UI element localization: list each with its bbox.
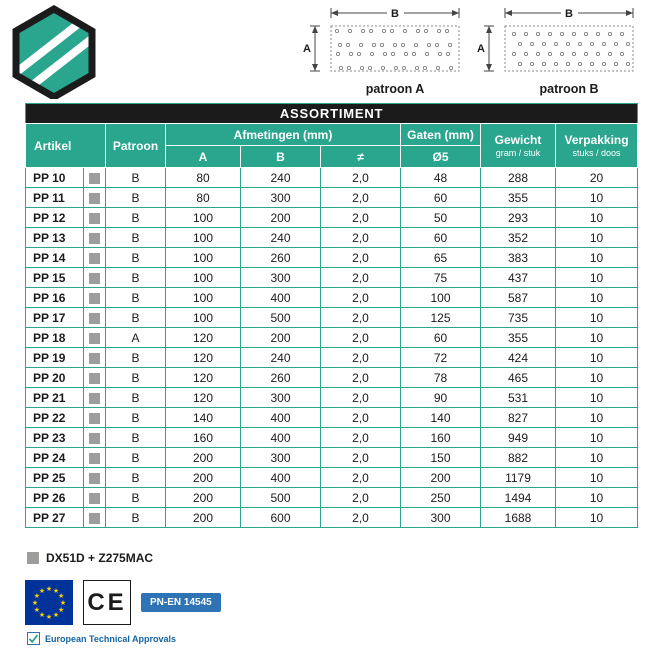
svg-text:★: ★ (38, 612, 46, 620)
table-row (26, 228, 638, 248)
holes-cell: 65 (401, 248, 481, 268)
holes-cell: 250 (401, 488, 481, 508)
dim-b-cell: 400 (241, 428, 321, 448)
material-square-icon (89, 493, 100, 504)
weight-cell: 288 (481, 168, 556, 188)
material-cell (84, 288, 106, 308)
assortment-table (25, 103, 638, 528)
material-cell (84, 508, 106, 528)
dim-a-cell: 100 (166, 288, 241, 308)
material-cell (84, 208, 106, 228)
weight-cell: 293 (481, 208, 556, 228)
gewicht-title: Gewicht (494, 133, 542, 147)
gewicht-unit: gram / stuk (495, 148, 541, 158)
col-header-a: A (166, 146, 241, 168)
weight-cell: 1494 (481, 488, 556, 508)
svg-text:★: ★ (38, 588, 46, 595)
packing-cell: 10 (556, 348, 638, 368)
packing-cell: 10 (556, 488, 638, 508)
eta-text: European Technical Approvals (45, 633, 177, 644)
dim-a-cell: 100 (166, 268, 241, 288)
eta-check-icon (27, 632, 40, 645)
packing-cell: 10 (556, 288, 638, 308)
material-cell (84, 408, 106, 428)
artikel-cell: PP 10 (26, 168, 84, 188)
table-row (26, 308, 638, 328)
dim-b-cell: 500 (241, 488, 321, 508)
ce-mark: CE (83, 580, 131, 625)
dim-a-cell: 100 (166, 228, 241, 248)
material-cell (84, 388, 106, 408)
dim-b-cell: 260 (241, 368, 321, 388)
patroon-cell: B (106, 248, 166, 268)
material-cell (84, 348, 106, 368)
dim-a-cell: 80 (166, 168, 241, 188)
patroon-cell: B (106, 388, 166, 408)
material-cell (84, 428, 106, 448)
packing-cell: 10 (556, 268, 638, 288)
material-cell (84, 368, 106, 388)
dim-b-cell: 600 (241, 508, 321, 528)
dim-b-cell: 400 (241, 288, 321, 308)
artikel-cell: PP 14 (26, 248, 84, 268)
dim-a-cell: 200 (166, 468, 241, 488)
patroon-cell: B (106, 348, 166, 368)
dim-b-cell: 300 (241, 388, 321, 408)
table-row (26, 268, 638, 288)
material-square-icon (89, 353, 100, 364)
packing-cell: 10 (556, 468, 638, 488)
packing-cell: 10 (556, 508, 638, 528)
thickness-cell: 2,0 (321, 228, 401, 248)
norm-badge: PN-EN 14545 (141, 593, 221, 612)
packing-cell: 10 (556, 388, 638, 408)
weight-cell: 531 (481, 388, 556, 408)
col-header-gaten: Gaten (mm) (401, 124, 481, 146)
material-cell (84, 488, 106, 508)
artikel-cell: PP 27 (26, 508, 84, 528)
weight-cell: 1179 (481, 468, 556, 488)
material-legend-text: DX51D + Z275MAC (46, 551, 154, 565)
holes-cell: 48 (401, 168, 481, 188)
material-square-icon (89, 233, 100, 244)
packing-cell: 10 (556, 328, 638, 348)
material-square-icon (89, 433, 100, 444)
packing-cell: 10 (556, 448, 638, 468)
material-square-icon (89, 413, 100, 424)
artikel-cell: PP 23 (26, 428, 84, 448)
col-header-thickness: ≠ (321, 146, 401, 168)
patroon-cell: A (106, 328, 166, 348)
dim-b-cell: 240 (241, 228, 321, 248)
thickness-cell: 2,0 (321, 508, 401, 528)
holes-cell: 75 (401, 268, 481, 288)
material-square-icon (89, 253, 100, 264)
artikel-cell: PP 26 (26, 488, 84, 508)
dim-a-cell: 120 (166, 348, 241, 368)
table-row (26, 428, 638, 448)
thickness-cell: 2,0 (321, 408, 401, 428)
weight-cell: 827 (481, 408, 556, 428)
material-square-icon (89, 213, 100, 224)
dim-a-cell: 140 (166, 408, 241, 428)
dim-a-cell: 200 (166, 488, 241, 508)
holes-cell: 78 (401, 368, 481, 388)
table-row (26, 288, 638, 308)
dim-a-label-b: A (477, 43, 485, 55)
artikel-cell: PP 15 (26, 268, 84, 288)
dim-a-label-a: A (303, 43, 311, 55)
patroon-cell: B (106, 488, 166, 508)
table-row (26, 168, 638, 188)
table-row (26, 328, 638, 348)
patroon-cell: B (106, 228, 166, 248)
eu-flag-icon (25, 580, 73, 625)
svg-text:★: ★ (31, 600, 39, 608)
patroon-a-diagram (303, 4, 468, 100)
table-row (26, 368, 638, 388)
material-square-icon (89, 273, 100, 284)
packing-cell: 10 (556, 428, 638, 448)
weight-cell: 437 (481, 268, 556, 288)
svg-text:★: ★ (52, 588, 60, 595)
col-header-gewicht (481, 124, 556, 168)
table-row (26, 488, 638, 508)
dim-b-label-b: B (565, 8, 573, 20)
artikel-cell: PP 12 (26, 208, 84, 228)
patroon-cell: B (106, 368, 166, 388)
artikel-cell: PP 20 (26, 368, 84, 388)
dim-b-cell: 400 (241, 408, 321, 428)
patroon-cell: B (106, 268, 166, 288)
patroon-b-label: patroon B (539, 82, 599, 96)
weight-cell: 949 (481, 428, 556, 448)
svg-text:★: ★ (33, 607, 41, 615)
col-header-verpakking (556, 124, 638, 168)
packing-cell: 10 (556, 188, 638, 208)
thickness-cell: 2,0 (321, 288, 401, 308)
dim-a-cell: 100 (166, 248, 241, 268)
holes-cell: 72 (401, 348, 481, 368)
patroon-b-diagram (477, 4, 642, 100)
patroon-cell: B (106, 188, 166, 208)
material-square-icon (89, 173, 100, 184)
material-square-icon (89, 393, 100, 404)
holes-cell: 50 (401, 208, 481, 228)
dim-a-cell: 100 (166, 208, 241, 228)
holes-cell: 60 (401, 328, 481, 348)
thickness-cell: 2,0 (321, 368, 401, 388)
svg-text:★: ★ (59, 600, 67, 608)
artikel-cell: PP 18 (26, 328, 84, 348)
patroon-cell: B (106, 208, 166, 228)
svg-text:★: ★ (45, 586, 53, 594)
dim-b-cell: 300 (241, 188, 321, 208)
material-cell (84, 308, 106, 328)
patroon-cell: B (106, 468, 166, 488)
table-row (26, 468, 638, 488)
material-square-icon (89, 373, 100, 384)
weight-cell: 355 (481, 328, 556, 348)
packing-cell: 10 (556, 248, 638, 268)
patroon-cell: B (106, 508, 166, 528)
weight-cell: 882 (481, 448, 556, 468)
material-square-icon (89, 293, 100, 304)
weight-cell: 355 (481, 188, 556, 208)
patroon-a-label: patroon A (365, 82, 425, 96)
weight-cell: 465 (481, 368, 556, 388)
dim-b-label-a: B (391, 8, 399, 20)
dim-a-cell: 120 (166, 388, 241, 408)
holes-cell: 100 (401, 288, 481, 308)
holes-cell: 140 (401, 408, 481, 428)
holes-cell: 60 (401, 188, 481, 208)
dim-a-cell: 100 (166, 308, 241, 328)
holes-cell: 200 (401, 468, 481, 488)
table-row (26, 508, 638, 528)
patroon-cell: B (106, 168, 166, 188)
patroon-cell: B (106, 288, 166, 308)
material-cell (84, 248, 106, 268)
plate-b (505, 26, 633, 71)
certifications (25, 580, 221, 625)
material-cell (84, 448, 106, 468)
dim-a-cell: 120 (166, 368, 241, 388)
col-header-patroon: Patroon (106, 124, 166, 168)
holes-cell: 160 (401, 428, 481, 448)
thickness-cell: 2,0 (321, 308, 401, 328)
table-row (26, 408, 638, 428)
holes-cell: 125 (401, 308, 481, 328)
svg-text:★: ★ (52, 612, 60, 620)
dim-b-cell: 240 (241, 168, 321, 188)
material-cell (84, 188, 106, 208)
col-header-artikel: Artikel (26, 124, 106, 168)
packing-cell: 10 (556, 368, 638, 388)
thickness-cell: 2,0 (321, 468, 401, 488)
dim-a-cell: 200 (166, 508, 241, 528)
thickness-cell: 2,0 (321, 388, 401, 408)
artikel-cell: PP 22 (26, 408, 84, 428)
dim-b-cell: 300 (241, 448, 321, 468)
material-square-icon (89, 513, 100, 524)
dim-b-cell: 240 (241, 348, 321, 368)
thickness-cell: 2,0 (321, 168, 401, 188)
thickness-cell: 2,0 (321, 328, 401, 348)
dim-b-cell: 260 (241, 248, 321, 268)
material-legend (27, 551, 153, 565)
artikel-cell: PP 17 (26, 308, 84, 328)
holes-cell: 300 (401, 508, 481, 528)
table-body (26, 168, 638, 528)
material-cell (84, 468, 106, 488)
artikel-cell: PP 13 (26, 228, 84, 248)
packing-cell: 10 (556, 308, 638, 328)
weight-cell: 735 (481, 308, 556, 328)
table-row (26, 448, 638, 468)
artikel-cell: PP 24 (26, 448, 84, 468)
weight-cell: 352 (481, 228, 556, 248)
material-square-icon (27, 552, 39, 564)
dim-b-cell: 200 (241, 208, 321, 228)
svg-text:★: ★ (33, 593, 41, 601)
col-header-holes: Ø5 (401, 146, 481, 168)
material-cell (84, 168, 106, 188)
col-header-afmetingen: Afmetingen (mm) (166, 124, 401, 146)
table-row (26, 348, 638, 368)
thickness-cell: 2,0 (321, 208, 401, 228)
table-row (26, 188, 638, 208)
svg-text:★: ★ (45, 614, 53, 622)
dim-a-cell: 200 (166, 448, 241, 468)
thickness-cell: 2,0 (321, 428, 401, 448)
dim-a-cell: 120 (166, 328, 241, 348)
svg-text:★: ★ (57, 607, 65, 615)
verpakking-unit: stuks / doos (572, 148, 621, 158)
table-row (26, 208, 638, 228)
packing-cell: 10 (556, 208, 638, 228)
thickness-cell: 2,0 (321, 268, 401, 288)
material-square-icon (89, 473, 100, 484)
packing-cell: 10 (556, 408, 638, 428)
table-row (26, 388, 638, 408)
artikel-cell: PP 25 (26, 468, 84, 488)
thickness-cell: 2,0 (321, 488, 401, 508)
hexagon-logo (10, 5, 98, 99)
patroon-cell: B (106, 408, 166, 428)
dim-b-cell: 500 (241, 308, 321, 328)
holes-cell: 90 (401, 388, 481, 408)
thickness-cell: 2,0 (321, 448, 401, 468)
patroon-cell: B (106, 308, 166, 328)
artikel-cell: PP 19 (26, 348, 84, 368)
patroon-cell: B (106, 428, 166, 448)
material-square-icon (89, 313, 100, 324)
artikel-cell: PP 21 (26, 388, 84, 408)
artikel-cell: PP 11 (26, 188, 84, 208)
thickness-cell: 2,0 (321, 188, 401, 208)
table-row (26, 248, 638, 268)
thickness-cell: 2,0 (321, 248, 401, 268)
holes-cell: 150 (401, 448, 481, 468)
weight-cell: 587 (481, 288, 556, 308)
patroon-cell: B (106, 448, 166, 468)
material-square-icon (89, 193, 100, 204)
dim-a-cell: 160 (166, 428, 241, 448)
material-square-icon (89, 333, 100, 344)
table-title: ASSORTIMENT (26, 104, 638, 124)
weight-cell: 424 (481, 348, 556, 368)
dim-b-cell: 200 (241, 328, 321, 348)
weight-cell: 383 (481, 248, 556, 268)
dim-b-cell: 300 (241, 268, 321, 288)
material-cell (84, 268, 106, 288)
dim-a-cell: 80 (166, 188, 241, 208)
holes-cell: 60 (401, 228, 481, 248)
assortment-section (25, 103, 637, 528)
weight-cell: 1688 (481, 508, 556, 528)
material-square-icon (89, 453, 100, 464)
artikel-cell: PP 16 (26, 288, 84, 308)
packing-cell: 20 (556, 168, 638, 188)
packing-cell: 10 (556, 228, 638, 248)
material-cell (84, 228, 106, 248)
col-header-b: B (241, 146, 321, 168)
svg-text:★: ★ (57, 593, 65, 601)
thickness-cell: 2,0 (321, 348, 401, 368)
material-cell (84, 328, 106, 348)
verpakking-title: Verpakking (564, 133, 629, 147)
eta-line (27, 632, 176, 645)
dim-b-cell: 400 (241, 468, 321, 488)
